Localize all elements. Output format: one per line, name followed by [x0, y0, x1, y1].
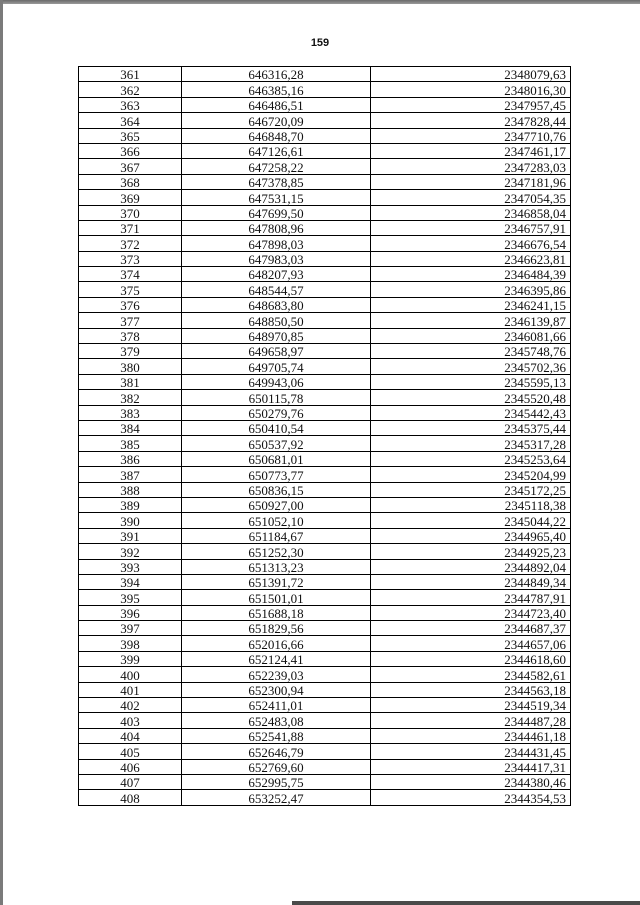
table-row [79, 544, 571, 559]
point-number-cell: 397 [79, 621, 182, 636]
coordinates-table-body [79, 67, 571, 806]
table-row [79, 267, 571, 282]
scan-left-edge [0, 0, 3, 905]
x-coordinate-cell: 647898,03 [182, 236, 371, 251]
table-row [79, 621, 571, 636]
point-number-cell: 373 [79, 251, 182, 266]
table-row [79, 574, 571, 589]
point-number-cell: 399 [79, 651, 182, 666]
y-coordinate-cell: 2346395,86 [371, 282, 571, 297]
table-row [79, 790, 571, 805]
point-number-cell: 374 [79, 267, 182, 282]
x-coordinate-cell: 650927,00 [182, 497, 371, 512]
table-row [79, 236, 571, 251]
x-coordinate-cell: 652483,08 [182, 713, 371, 728]
y-coordinate-cell: 2345253,64 [371, 451, 571, 466]
point-number-cell: 386 [79, 451, 182, 466]
table-row [79, 728, 571, 743]
table-row [79, 482, 571, 497]
table-row [79, 713, 571, 728]
table-row [79, 220, 571, 235]
x-coordinate-cell: 646316,28 [182, 67, 371, 82]
y-coordinate-cell: 2345044,22 [371, 513, 571, 528]
point-number-cell: 362 [79, 82, 182, 97]
x-coordinate-cell: 652646,79 [182, 744, 371, 759]
point-number-cell: 396 [79, 605, 182, 620]
point-number-cell: 391 [79, 528, 182, 543]
y-coordinate-cell: 2344892,04 [371, 559, 571, 574]
table-row [79, 282, 571, 297]
x-coordinate-cell: 651252,30 [182, 544, 371, 559]
point-number-cell: 405 [79, 744, 182, 759]
y-coordinate-cell: 2345702,36 [371, 359, 571, 374]
table-row [79, 328, 571, 343]
point-number-cell: 375 [79, 282, 182, 297]
table-row [79, 128, 571, 143]
point-number-cell: 381 [79, 374, 182, 389]
point-number-cell: 401 [79, 682, 182, 697]
x-coordinate-cell: 646848,70 [182, 128, 371, 143]
point-number-cell: 377 [79, 313, 182, 328]
y-coordinate-cell: 2344461,18 [371, 728, 571, 743]
x-coordinate-cell: 652124,41 [182, 651, 371, 666]
y-coordinate-cell: 2347181,96 [371, 174, 571, 189]
y-coordinate-cell: 2345172,25 [371, 482, 571, 497]
point-number-cell: 379 [79, 344, 182, 359]
table-row [79, 374, 571, 389]
x-coordinate-cell: 649943,06 [182, 374, 371, 389]
y-coordinate-cell: 2344431,45 [371, 744, 571, 759]
x-coordinate-cell: 651391,72 [182, 574, 371, 589]
y-coordinate-cell: 2344657,06 [371, 636, 571, 651]
page-number: 159 [310, 37, 330, 49]
x-coordinate-cell: 652239,03 [182, 667, 371, 682]
point-number-cell: 402 [79, 698, 182, 713]
point-number-cell: 390 [79, 513, 182, 528]
y-coordinate-cell: 2346623,81 [371, 251, 571, 266]
x-coordinate-cell: 650681,01 [182, 451, 371, 466]
table-row [79, 405, 571, 420]
table-row [79, 559, 571, 574]
y-coordinate-cell: 2344582,61 [371, 667, 571, 682]
y-coordinate-cell: 2345375,44 [371, 420, 571, 435]
y-coordinate-cell: 2347710,76 [371, 128, 571, 143]
table-row [79, 682, 571, 697]
point-number-cell: 384 [79, 420, 182, 435]
table-row [79, 113, 571, 128]
table-row [79, 667, 571, 682]
table-row [79, 313, 571, 328]
table-row [79, 451, 571, 466]
table-row [79, 759, 571, 774]
point-number-cell: 400 [79, 667, 182, 682]
table-row [79, 774, 571, 789]
x-coordinate-cell: 650836,15 [182, 482, 371, 497]
x-coordinate-cell: 646720,09 [182, 113, 371, 128]
table-row [79, 436, 571, 451]
table-row [79, 143, 571, 158]
point-number-cell: 364 [79, 113, 182, 128]
x-coordinate-cell: 652300,94 [182, 682, 371, 697]
point-number-cell: 385 [79, 436, 182, 451]
y-coordinate-cell: 2344380,46 [371, 774, 571, 789]
x-coordinate-cell: 647808,96 [182, 220, 371, 235]
point-number-cell: 403 [79, 713, 182, 728]
point-number-cell: 389 [79, 497, 182, 512]
point-number-cell: 371 [79, 220, 182, 235]
point-number-cell: 378 [79, 328, 182, 343]
table-row [79, 97, 571, 112]
y-coordinate-cell: 2346858,04 [371, 205, 571, 220]
point-number-cell: 366 [79, 143, 182, 158]
point-number-cell: 408 [79, 790, 182, 805]
point-number-cell: 361 [79, 67, 182, 82]
x-coordinate-cell: 653252,47 [182, 790, 371, 805]
y-coordinate-cell: 2344965,40 [371, 528, 571, 543]
y-coordinate-cell: 2346676,54 [371, 236, 571, 251]
y-coordinate-cell: 2345520,48 [371, 390, 571, 405]
y-coordinate-cell: 2345595,13 [371, 374, 571, 389]
point-number-cell: 404 [79, 728, 182, 743]
point-number-cell: 368 [79, 174, 182, 189]
point-number-cell: 392 [79, 544, 182, 559]
x-coordinate-cell: 647983,03 [182, 251, 371, 266]
x-coordinate-cell: 650773,77 [182, 467, 371, 482]
point-number-cell: 395 [79, 590, 182, 605]
point-number-cell: 365 [79, 128, 182, 143]
x-coordinate-cell: 652995,75 [182, 774, 371, 789]
x-coordinate-cell: 647531,15 [182, 190, 371, 205]
y-coordinate-cell: 2344563,18 [371, 682, 571, 697]
x-coordinate-cell: 647126,61 [182, 143, 371, 158]
table-row [79, 698, 571, 713]
point-number-cell: 369 [79, 190, 182, 205]
x-coordinate-cell: 652411,01 [182, 698, 371, 713]
table-row [79, 467, 571, 482]
table-row [79, 651, 571, 666]
y-coordinate-cell: 2344354,53 [371, 790, 571, 805]
point-number-cell: 393 [79, 559, 182, 574]
table-row [79, 359, 571, 374]
x-coordinate-cell: 649705,74 [182, 359, 371, 374]
y-coordinate-cell: 2344417,31 [371, 759, 571, 774]
y-coordinate-cell: 2346484,39 [371, 267, 571, 282]
x-coordinate-cell: 650115,78 [182, 390, 371, 405]
table-row [79, 636, 571, 651]
y-coordinate-cell: 2346757,91 [371, 220, 571, 235]
table-row [79, 190, 571, 205]
y-coordinate-cell: 2344618,60 [371, 651, 571, 666]
y-coordinate-cell: 2345204,99 [371, 467, 571, 482]
table-row [79, 497, 571, 512]
x-coordinate-cell: 652016,66 [182, 636, 371, 651]
x-coordinate-cell: 652769,60 [182, 759, 371, 774]
x-coordinate-cell: 648544,57 [182, 282, 371, 297]
x-coordinate-cell: 647258,22 [182, 159, 371, 174]
point-number-cell: 388 [79, 482, 182, 497]
table-row [79, 67, 571, 82]
scan-top-edge [0, 0, 640, 4]
y-coordinate-cell: 2346081,66 [371, 328, 571, 343]
table-row [79, 513, 571, 528]
y-coordinate-cell: 2346241,15 [371, 297, 571, 312]
x-coordinate-cell: 651052,10 [182, 513, 371, 528]
point-number-cell: 363 [79, 97, 182, 112]
x-coordinate-cell: 650279,76 [182, 405, 371, 420]
x-coordinate-cell: 649658,97 [182, 344, 371, 359]
point-number-cell: 380 [79, 359, 182, 374]
x-coordinate-cell: 646486,51 [182, 97, 371, 112]
table-row [79, 205, 571, 220]
table-row [79, 297, 571, 312]
x-coordinate-cell: 648970,85 [182, 328, 371, 343]
table-row [79, 390, 571, 405]
y-coordinate-cell: 2345442,43 [371, 405, 571, 420]
y-coordinate-cell: 2348016,30 [371, 82, 571, 97]
table-row [79, 744, 571, 759]
point-number-cell: 367 [79, 159, 182, 174]
x-coordinate-cell: 648207,93 [182, 267, 371, 282]
y-coordinate-cell: 2347461,17 [371, 143, 571, 158]
y-coordinate-cell: 2346139,87 [371, 313, 571, 328]
x-coordinate-cell: 648683,80 [182, 297, 371, 312]
x-coordinate-cell: 651829,56 [182, 621, 371, 636]
point-number-cell: 383 [79, 405, 182, 420]
table-row [79, 528, 571, 543]
y-coordinate-cell: 2347283,03 [371, 159, 571, 174]
x-coordinate-cell: 651688,18 [182, 605, 371, 620]
x-coordinate-cell: 648850,50 [182, 313, 371, 328]
x-coordinate-cell: 650410,54 [182, 420, 371, 435]
coordinates-table [78, 66, 571, 806]
point-number-cell: 382 [79, 390, 182, 405]
scan-bottom-edge [292, 901, 640, 905]
y-coordinate-cell: 2344925,23 [371, 544, 571, 559]
point-number-cell: 407 [79, 774, 182, 789]
table-row [79, 605, 571, 620]
y-coordinate-cell: 2348079,63 [371, 67, 571, 82]
table-row [79, 251, 571, 266]
y-coordinate-cell: 2347828,44 [371, 113, 571, 128]
table-row [79, 82, 571, 97]
y-coordinate-cell: 2345748,76 [371, 344, 571, 359]
y-coordinate-cell: 2347054,35 [371, 190, 571, 205]
x-coordinate-cell: 651313,23 [182, 559, 371, 574]
y-coordinate-cell: 2344787,91 [371, 590, 571, 605]
point-number-cell: 372 [79, 236, 182, 251]
x-coordinate-cell: 646385,16 [182, 82, 371, 97]
table-row [79, 159, 571, 174]
y-coordinate-cell: 2344687,37 [371, 621, 571, 636]
y-coordinate-cell: 2347957,45 [371, 97, 571, 112]
point-number-cell: 406 [79, 759, 182, 774]
x-coordinate-cell: 647378,85 [182, 174, 371, 189]
point-number-cell: 376 [79, 297, 182, 312]
y-coordinate-cell: 2345118,38 [371, 497, 571, 512]
y-coordinate-cell: 2344723,40 [371, 605, 571, 620]
x-coordinate-cell: 652541,88 [182, 728, 371, 743]
table-row [79, 590, 571, 605]
x-coordinate-cell: 651501,01 [182, 590, 371, 605]
y-coordinate-cell: 2344849,34 [371, 574, 571, 589]
x-coordinate-cell: 650537,92 [182, 436, 371, 451]
point-number-cell: 398 [79, 636, 182, 651]
table-row [79, 344, 571, 359]
point-number-cell: 394 [79, 574, 182, 589]
table-row [79, 420, 571, 435]
table-row [79, 174, 571, 189]
point-number-cell: 370 [79, 205, 182, 220]
x-coordinate-cell: 651184,67 [182, 528, 371, 543]
point-number-cell: 387 [79, 467, 182, 482]
y-coordinate-cell: 2344487,28 [371, 713, 571, 728]
y-coordinate-cell: 2345317,28 [371, 436, 571, 451]
x-coordinate-cell: 647699,50 [182, 205, 371, 220]
y-coordinate-cell: 2344519,34 [371, 698, 571, 713]
